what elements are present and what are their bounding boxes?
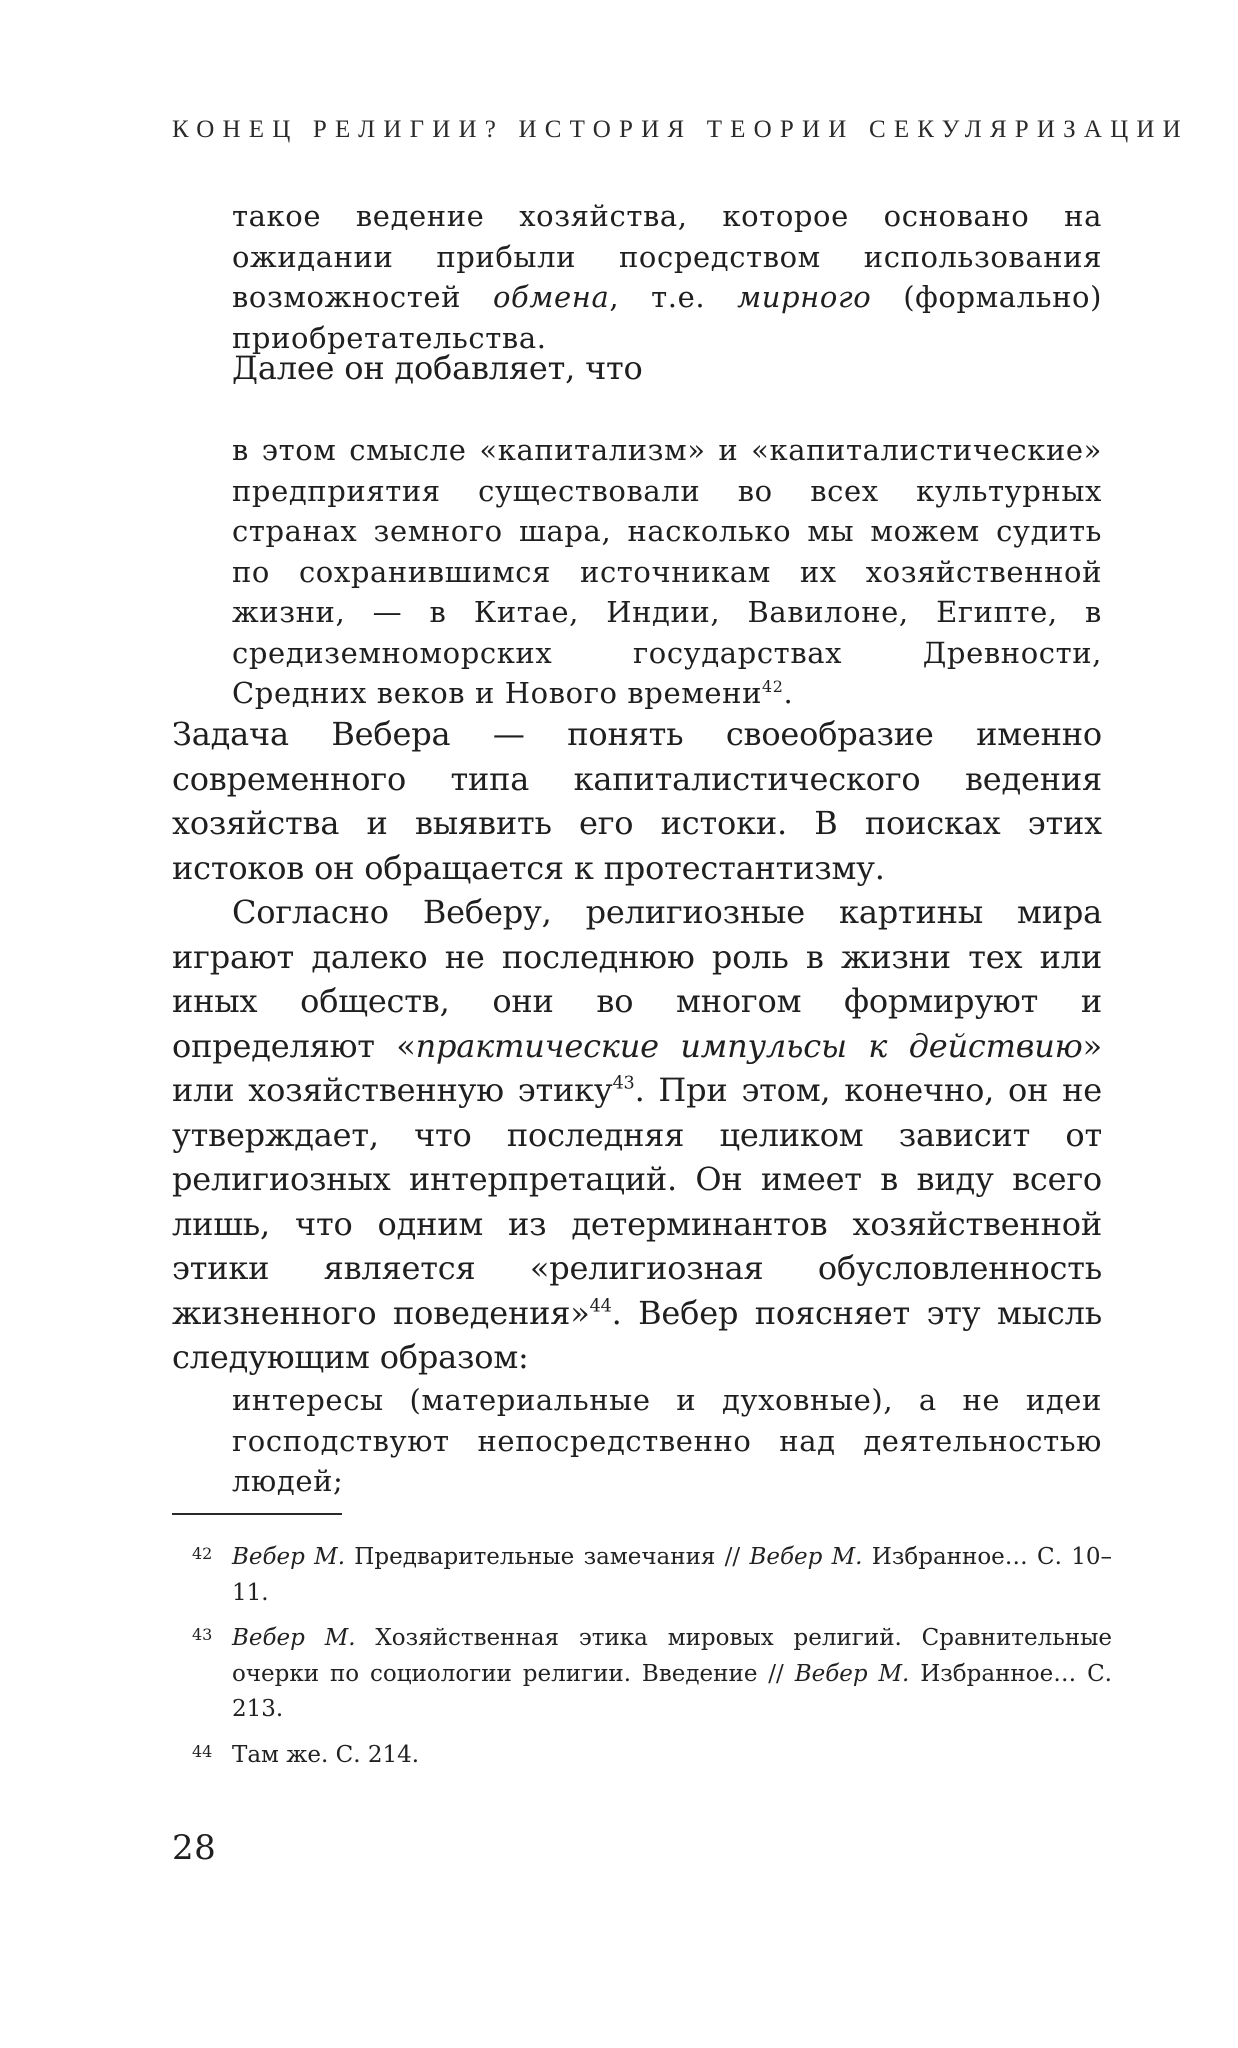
quote-1-text: такое ведение хозяйства, которое основано на ожидании прибыли посредством использования возможностей обмена, т.е. мирного (формально) приобретательства.: [232, 199, 1102, 355]
page-number: 28: [172, 1828, 217, 1868]
footnote-number: 44: [192, 1741, 213, 1761]
block-quote-1: [232, 196, 1102, 358]
block-quote-2: [232, 430, 1102, 714]
footnotes: [192, 1540, 1112, 1773]
paragraph-religious-worldviews: Согласно Веберу, религиозные картины мира играют далеко не последнюю роль в жизни тех или иных обществ, они во многом формируют и определяют «практические импульсы к действию» или хозяйственную этику$^{43}$. При этом, конечно, он не утверждает, что последняя целиком зависит от религиозных интерпретаций. Он имеет в виду всего лишь, что одним из детерминантов хозяйственной этики является «религиозная обусловленность жизненного поведения»$^{44}$. Вебер поясняет эту мысль следующим образом:: [172, 893, 1102, 1376]
footnote-number: 43: [192, 1625, 213, 1644]
footnote-separator: [172, 1513, 342, 1515]
running-header: КОНЕЦ РЕЛИГИИ? ИСТОРИЯ ТЕОРИИ СЕКУЛЯРИЗАЦИИ: [172, 116, 1189, 143]
block-quote-3: [232, 1380, 1102, 1502]
footnote-ref-42[interactable]: 42: [762, 676, 784, 696]
intro-text: Далее он добавляет, что: [232, 349, 643, 387]
intro-line: [232, 346, 1102, 391]
emphasis-peaceful: мирного: [737, 280, 872, 314]
emphasis-practical-impulses: практические импульсы к действию: [415, 1026, 1083, 1065]
footnote-44: 44 Там же. С. 214.: [192, 1738, 1112, 1774]
quote-2-text: в этом смысле «капитализм» и «капиталистические» предприятия существовали во всех культурных странах земного шара, насколько мы можем судить по сохранившимся источникам их хозяйственной жизни, — в Китае, Индии, Вавилоне, Египте, в средиземноморских государствах Древности, Средних веков и Нового времени$^{42}$.: [232, 433, 1102, 710]
emphasis-exchange: обмена: [493, 280, 610, 314]
footnote-ref-43[interactable]: 43: [612, 1073, 635, 1094]
footnote-43: 43 Вебер М. Хозяйственная этика мировых религий. Сравнительные очерки по социологии религии. Введение // Вебер М. Избранное… С. 213.: [192, 1621, 1112, 1728]
quote-3-text: интересы (материальные и духовные), а не идеи господствуют непосредственно над деятельностью людей;: [232, 1383, 1102, 1498]
footnote-ref-44[interactable]: 44: [589, 1296, 612, 1317]
footnote-number: 42: [192, 1544, 213, 1563]
footnote-42: 42 Вебер М. Предварительные замечания // Вебер М. Избранное… С. 10–11.: [192, 1540, 1112, 1611]
paragraph-weber-task: Задача Вебера — понять своеобразие именно современного типа капиталистического ведения хозяйства и выявить его истоки. В поисках этих истоков он обращается к протестантизму.: [172, 715, 1102, 887]
main-text: [172, 712, 1102, 1380]
